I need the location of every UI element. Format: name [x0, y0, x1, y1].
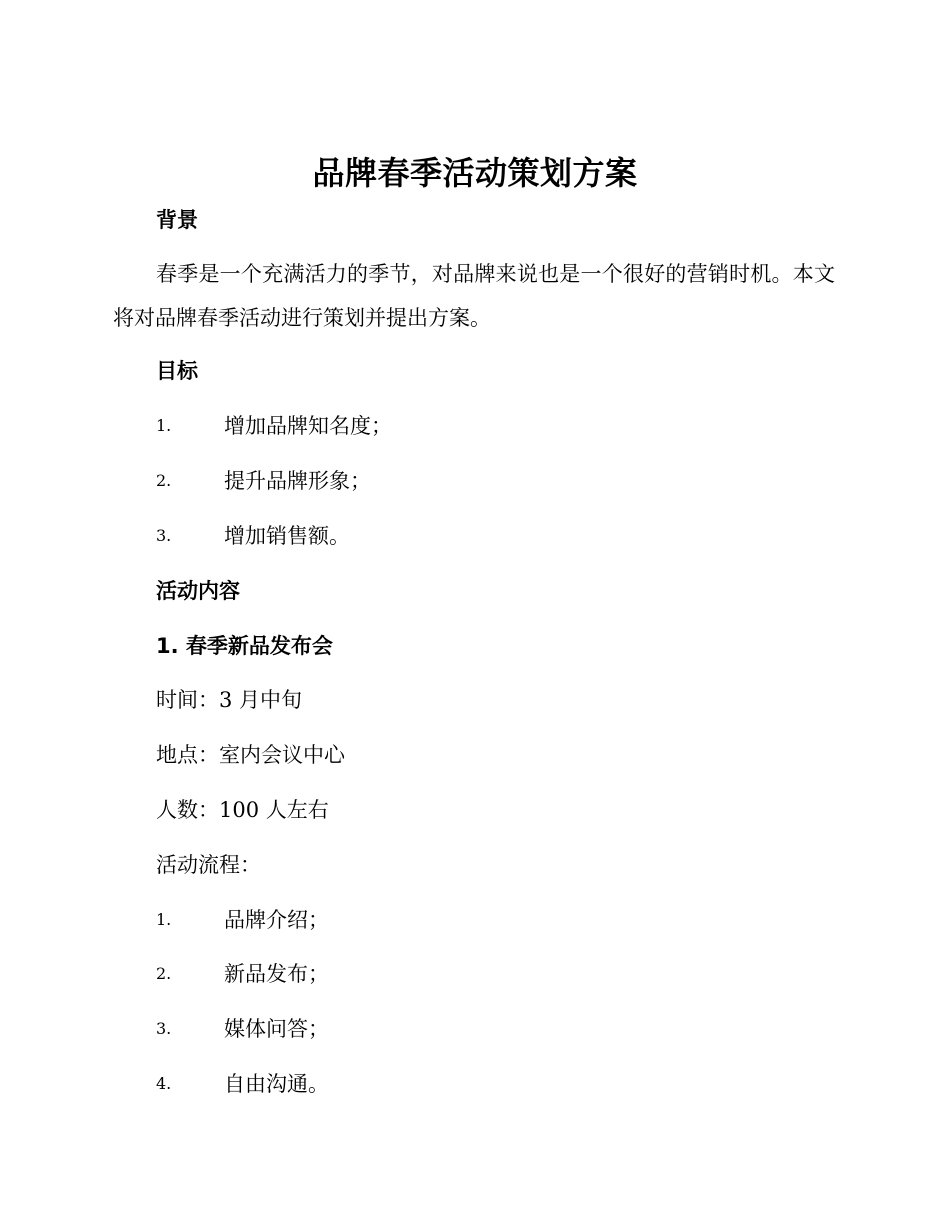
- list-number: 1.: [156, 416, 172, 435]
- background-paragraph: 春季是一个充满活力的季节，对品牌来说也是一个很好的营销时机。本文将对品牌春季活动进行策划并提出方案。: [113, 262, 835, 330]
- list-text: 媒体问答；: [224, 1017, 329, 1041]
- section-heading-goals: 目标: [156, 359, 198, 383]
- list-text: 品牌介绍；: [224, 908, 329, 932]
- list-text: 自由沟通。: [224, 1072, 329, 1096]
- list-text: 提升品牌形象；: [224, 469, 371, 493]
- list-text: 新品发布；: [224, 962, 329, 986]
- event-attendance: 人数：100 人左右: [156, 798, 329, 822]
- list-number: 2.: [156, 964, 172, 983]
- list-number: 3.: [156, 1019, 172, 1038]
- list-text: 增加销售额。: [224, 524, 350, 548]
- list-text: 增加品牌知名度；: [224, 414, 392, 438]
- section-heading-activities: 活动内容: [156, 579, 240, 603]
- list-number: 2.: [156, 471, 172, 490]
- event-location: 地点：室内会议中心: [156, 743, 345, 767]
- list-number: 1.: [156, 910, 172, 929]
- event-process-label: 活动流程：: [156, 853, 261, 877]
- document-title: 品牌春季活动策划方案: [312, 154, 638, 192]
- list-number: 4.: [156, 1074, 172, 1093]
- subsection-heading-event: 1. 春季新品发布会: [156, 634, 333, 658]
- section-heading-background: 背景: [156, 208, 198, 232]
- list-number: 3.: [156, 526, 172, 545]
- event-time: 时间：3 月中旬: [156, 688, 303, 712]
